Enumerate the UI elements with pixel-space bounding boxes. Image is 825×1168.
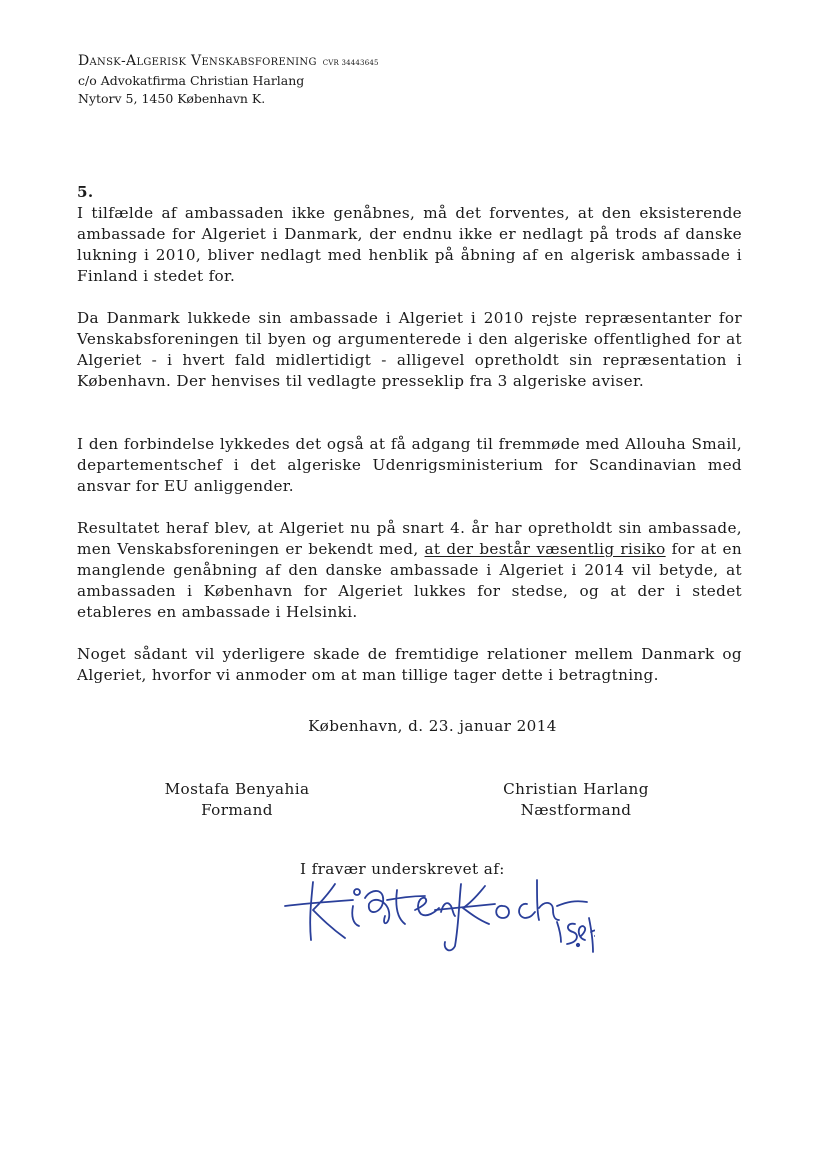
section-number: 5. [77, 183, 94, 201]
paragraph-4-end: for at en manglende genåbning af den danske ambassade i Algeriet i 2014 vil betyde, at ambassaden i København for Algeriet lukkes for stedse, og at der i stedet etableres en ambassade i Helsinki. [77, 540, 742, 621]
handwritten-signature [275, 862, 595, 957]
paragraph-4-start: Resultatet heraf blev, at Algeriet nu på snart 4. år har opretholdt sin ambassade, men Venskabsforeningen er bekendt med, [77, 519, 742, 558]
paragraph-1: I tilfælde af ambassaden ikke genåbnes, må det forventes, at den eksisterende ambassade for Algeriet i Danmark, der endnu ikke er nedlagt på trods af danske lukning i 2010, bliver nedlagt med henblik på åbning af en algerisk ambassade i Finland i stedet for. [77, 204, 742, 285]
letter-body [77, 182, 742, 686]
org-line [78, 52, 379, 72]
signer-name: Christian Harlang [503, 780, 649, 798]
address: Nytorv 5, 1450 København K. [78, 91, 266, 106]
org-name: Dansk-Algerisk Venskabsforening [78, 53, 317, 69]
underlined-risk-phrase: at der består væsentlig risiko [424, 540, 666, 558]
paragraph-3: I den forbindelse lykkedes det også at få adgang til fremmøde med Allouha Smail, departementschef i det algeriske Udenrigsministerium for Scandinavian med ansvar for EU anliggender. [77, 435, 742, 495]
signer-name: Mostafa Benyahia [164, 780, 310, 798]
signer-title: Næstformand [520, 801, 632, 819]
paragraph-4 [77, 518, 742, 623]
co-line: c/o Advokatfirma Christian Harlang [78, 73, 305, 88]
cvr-number: CVR 34443645 [322, 59, 379, 67]
signer-chairman [156, 779, 318, 821]
place-date: København, d. 23. januar 2014 [308, 717, 557, 735]
signer-title: Formand [201, 801, 273, 819]
paragraph-2: Da Danmark lukkede sin ambassade i Algeriet i 2010 rejste repræsentanter for Venskabsforeningen til byen og argumenterede i den algeriske offentlighed for at Algeriet - i hvert fald midlertidigt - alligevel opretholdt sin repræsentation i København. Der henvises til vedlagte presseklip fra 3 algeriske aviser. [77, 309, 742, 390]
signer-vice-chairman [495, 779, 657, 821]
paragraph-5: Noget sådant vil yderligere skade de fremtidige relationer mellem Danmark og Algeriet, hvorfor vi anmoder om at man tillige tager dette i betragtning. [77, 645, 742, 684]
letterhead [78, 52, 379, 108]
absence-note: I fravær underskrevet af: [300, 860, 505, 878]
